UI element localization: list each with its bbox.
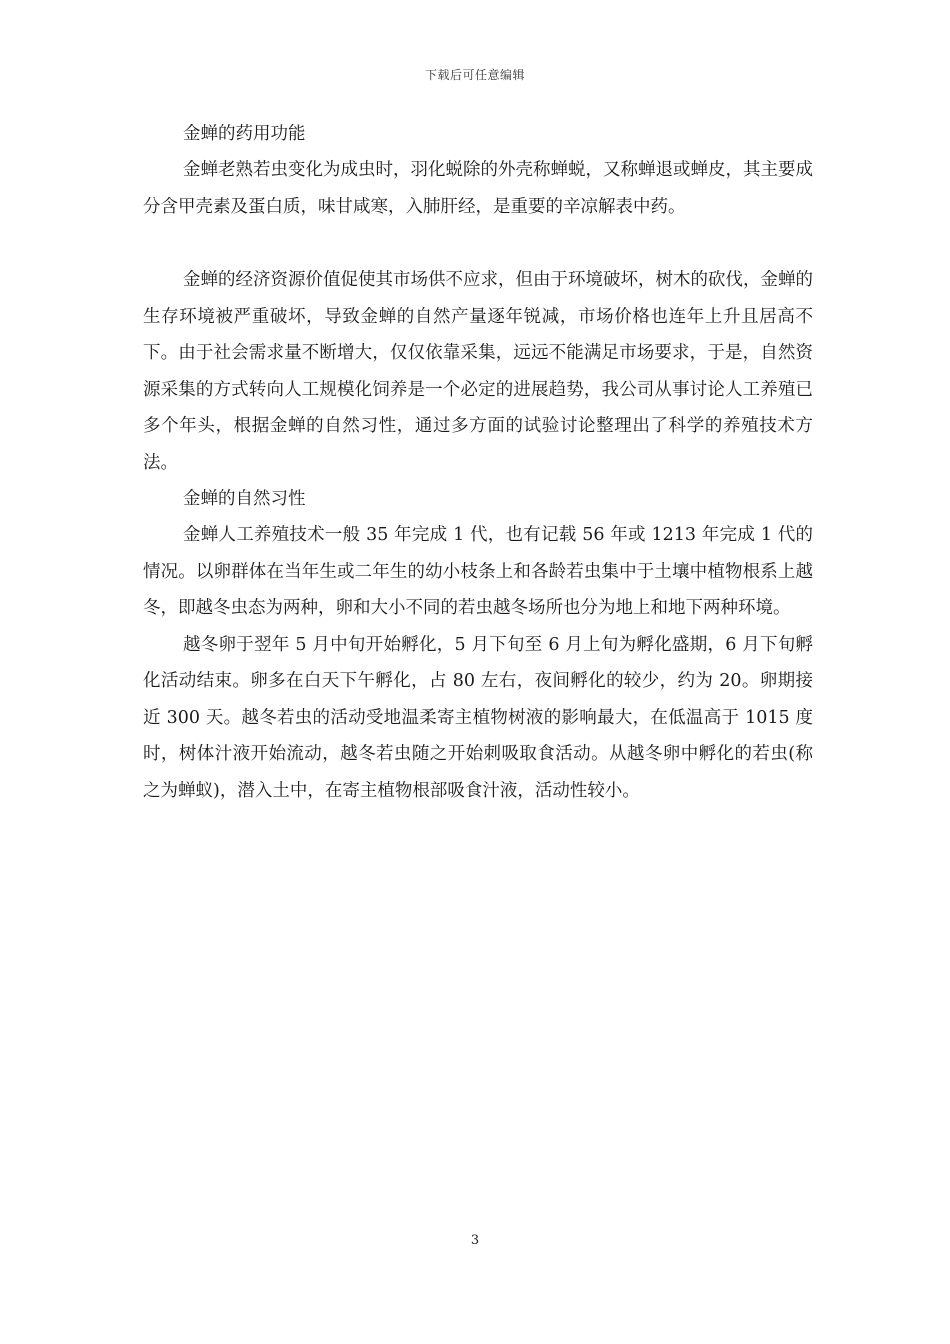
- page-header: 下载后可任意编辑: [424, 68, 525, 82]
- paragraph-medicinal: 金蝉老熟若虫变化为成虫时，羽化蜕除的外壳称蝉蜕，又称蝉退或蝉皮，其主要成分含甲壳素及蛋白质，味甘咸寒，入肺肝经，是重要的辛凉解表中药。: [143, 160, 813, 217]
- blank-line: [143, 225, 813, 262]
- paragraph-hatching: 越冬卵于翌年 5 月中旬开始孵化，5 月下旬至 6 月上旬为孵化盛期，6 月下旬孵化活动结束。卵多在白天下午孵化，占 80 左右，夜间孵化的较少，约为 20。卵期接近 300 天。越冬若虫的活动受地温柔寄主植物树液的影响最大，在低温高于 1015 度时，树体汁液开始流动，越冬若虫随之开始刺吸取食活动。从越冬卵中孵化的若虫(称之为蝉蚁)，潜入土中，在寄主植物根部吸食汁液，活动性较小。: [143, 634, 813, 801]
- document-body: [143, 116, 813, 809]
- page-number: 3: [470, 1233, 480, 1248]
- paragraph-economic-value: 金蝉的经济资源价值促使其市场供不应求，但由于环境破坏，树木的砍伐，金蝉的生存环境被严重破坏，导致金蝉的自然产量逐年锐减，市场价格也连年上升且居高不下。由于社会需求量不断增大，仅仅依靠采集，远远不能满足市场要求，于是，自然资源采集的方式转向人工规模化饲养是一个必定的进展趋势，我公司从事讨论人工养殖已多个年头，根据金蝉的自然习性，通过多方面的试验讨论整理出了科学的养殖技术方法。: [143, 270, 813, 473]
- section-heading-habits: 金蝉的自然习性: [183, 489, 306, 509]
- paragraph-life-cycle: 金蝉人工养殖技术一般 35 年完成 1 代，也有记载 56 年或 1213 年完成 1 代的情况。以卵群体在当年生或二年生的幼小枝条上和各龄若虫集中于土壤中植物根系上越冬，即越冬虫态为两种，卵和大小不同的若虫越冬场所也分为地上和地下两种环境。: [143, 525, 813, 618]
- section-heading-medicinal: 金蝉的药用功能: [183, 124, 306, 144]
